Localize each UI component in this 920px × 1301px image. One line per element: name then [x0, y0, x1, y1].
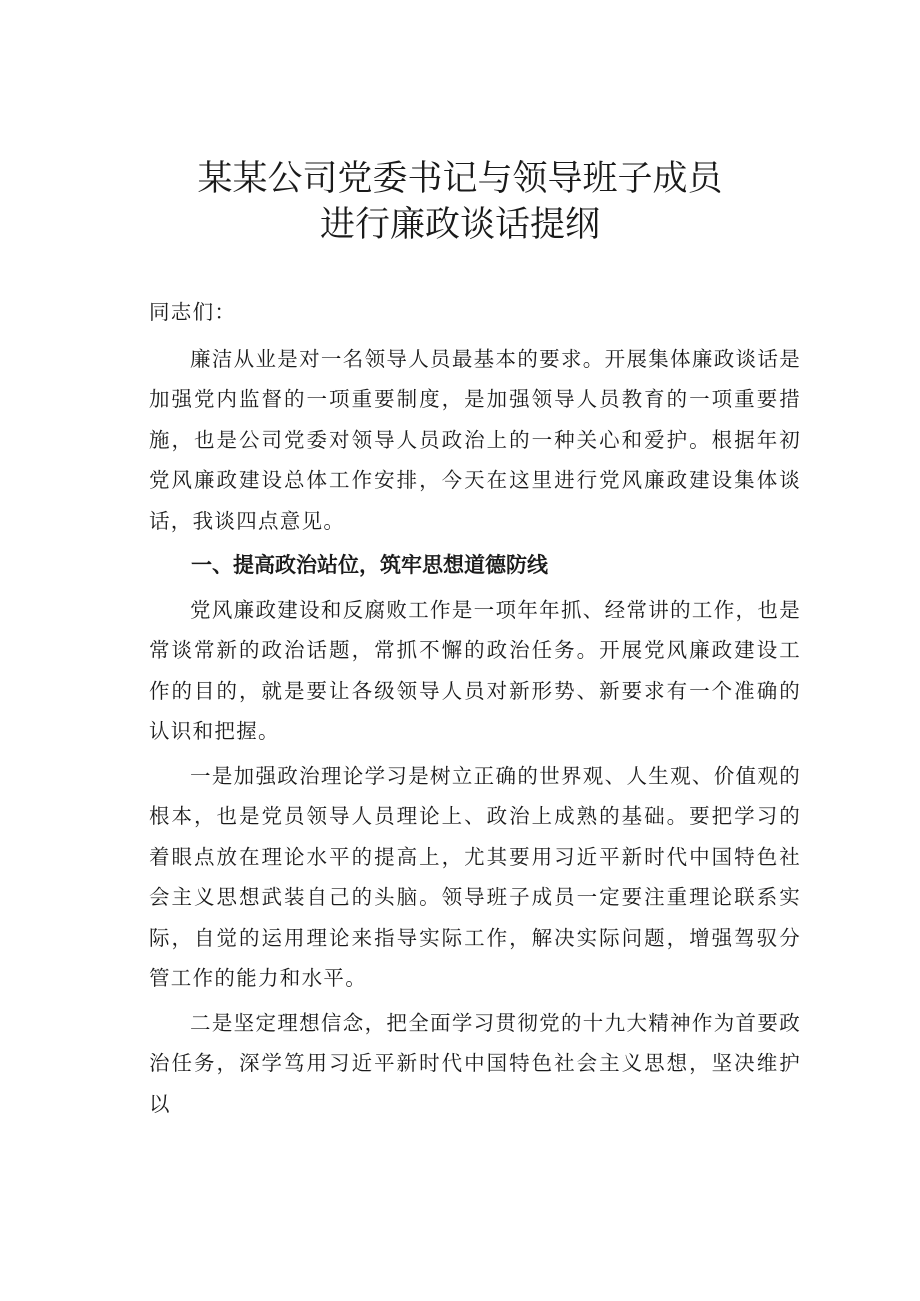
document-title-line-1: 某某公司党委书记与领导班子成员	[197, 159, 723, 199]
section1-paragraph-2: 一是加强政治理论学习是树立正确的世界观、人生观、价值观的根本，也是党员领导人员理论上、政治上成熟的基础。要把学习的着眼点放在理论水平的提高上，尤其要用习近平新时代中国特色社会主义思想武装自己的头脑。领导班子成员一定要注重理论联系实际，自觉的运用理论来指导实际工作，解决实际问题，增强驾驭分管工作的能力和水平。	[149, 763, 801, 990]
section1-paragraph-1: 党风廉政建设和反腐败工作是一项年年抓、经常讲的工作，也是常谈常新的政治话题，常抓不懈的政治任务。开展党风廉政建设工作的目的，就是要让各级领导人员对新形势、新要求有一个准确的认识和把握。	[149, 597, 801, 743]
document-body	[149, 292, 801, 1124]
section-heading-1: 一、提高政治站位，筑牢思想道德防线	[191, 553, 548, 577]
salutation: 同志们：	[149, 300, 237, 324]
intro-paragraph: 廉洁从业是对一名领导人员最基本的要求。开展集体廉政谈话是加强党内监督的一项重要制度，是加强领导人员教育的一项重要措施，也是公司党委对领导人员政治上的一种关心和爱护。根据年初党风廉政建设总体工作安排，今天在这里进行党风廉政建设集体谈话，我谈四点意见。	[149, 346, 801, 533]
section1-paragraph-3: 二是坚定理想信念，把全面学习贯彻党的十九大精神作为首要政治任务，深学笃用习近平新时代中国特色社会主义思想，坚决维护以	[149, 1010, 801, 1116]
document-title-line-2: 进行廉政谈话提纲	[319, 205, 600, 245]
